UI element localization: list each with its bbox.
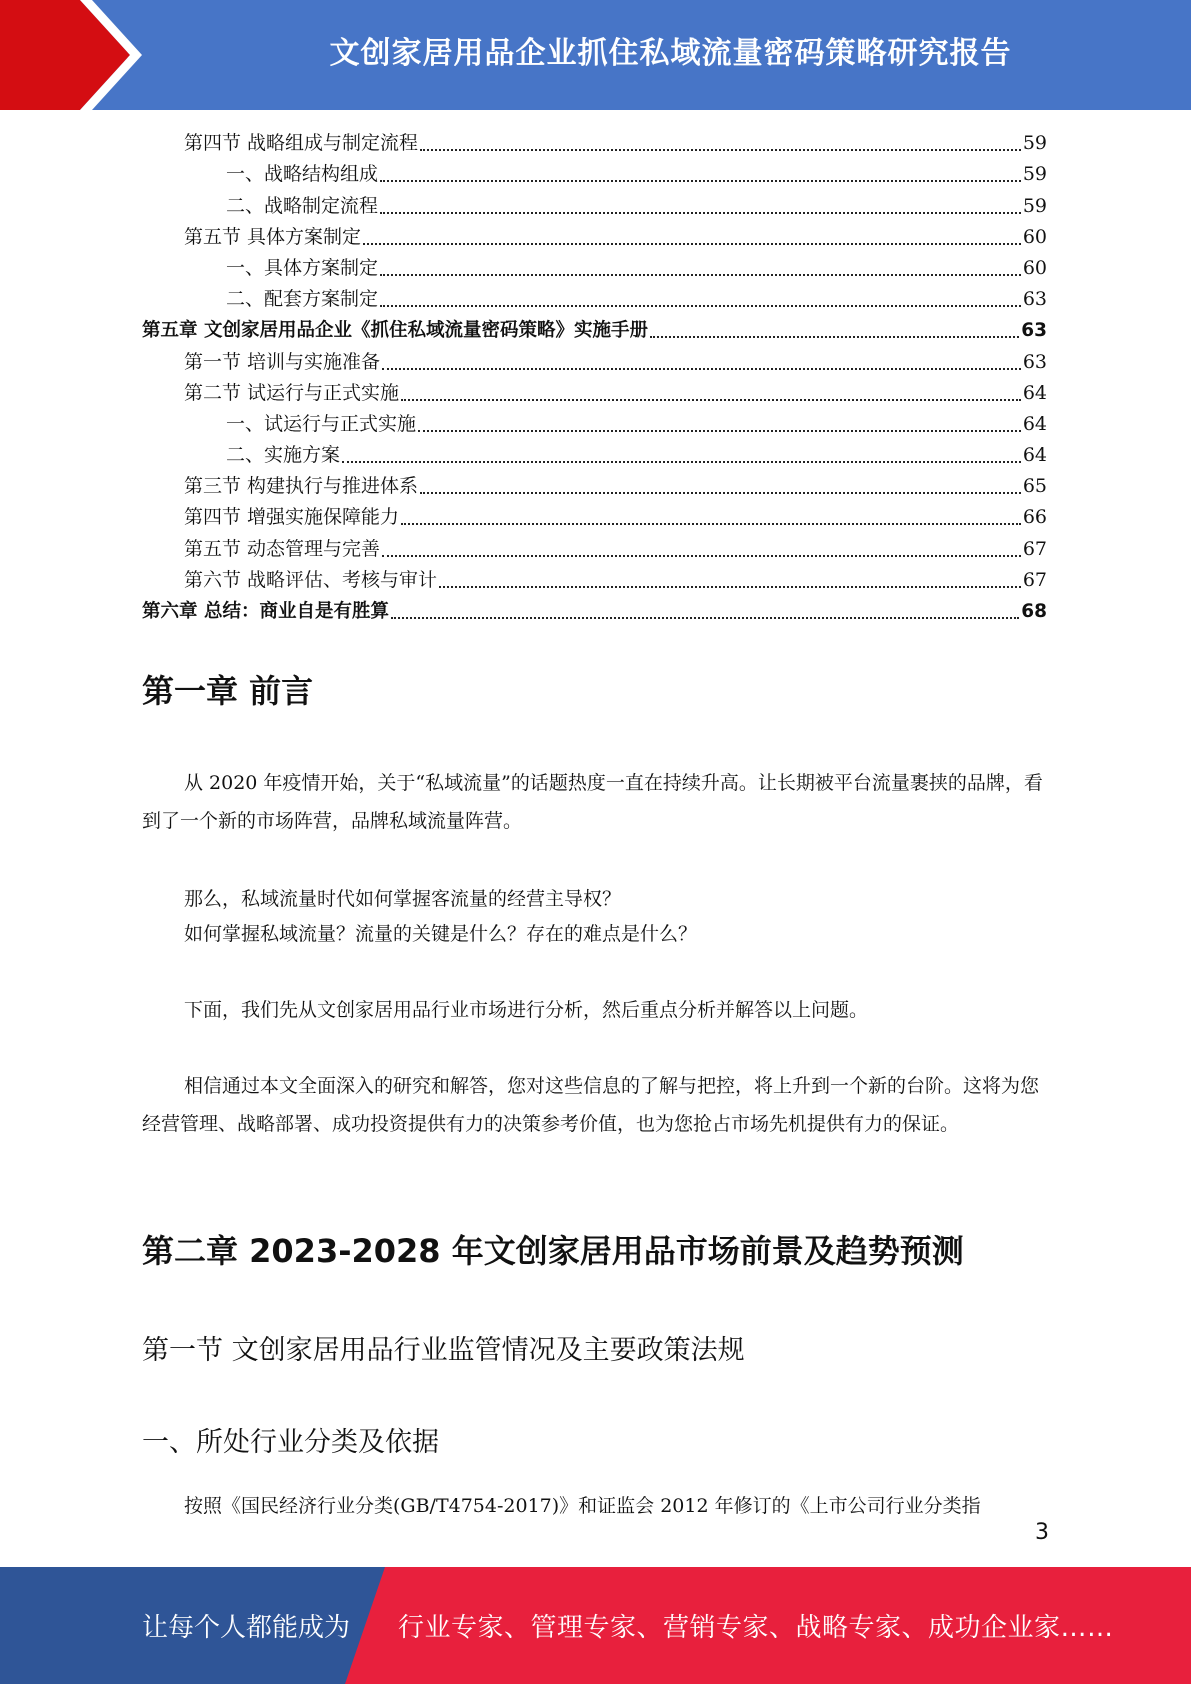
chapter-1-heading: 第一章 前言 [142, 672, 314, 710]
toc-dot-leader [418, 429, 1021, 432]
toc-entry-label: 第五章 文创家居用品企业《抓住私域流量密码策略》实施手册 [142, 320, 648, 342]
toc-entry-page: 64 [1022, 412, 1047, 435]
toc-entry[interactable] [142, 190, 1047, 221]
toc-dot-leader [342, 460, 1021, 463]
page-header [0, 0, 1191, 110]
toc-entry[interactable] [142, 565, 1047, 596]
toc-dot-leader [380, 211, 1021, 214]
toc-entry-page: 68 [1021, 601, 1047, 622]
toc-entry-page: 63 [1022, 288, 1047, 311]
toc-dot-leader [439, 585, 1021, 588]
toc-dot-leader [391, 616, 1019, 619]
page-number: 3 [1035, 1520, 1049, 1545]
header-red-arrow-decoration [0, 0, 160, 110]
toc-entry[interactable] [142, 471, 1047, 502]
toc-entry[interactable] [142, 346, 1047, 377]
toc-dot-leader [650, 335, 1019, 338]
toc-dot-leader [380, 179, 1021, 182]
paragraph: 那么，私域流量时代如何掌握客流量的经营主导权？ [184, 888, 622, 910]
toc-dot-leader [382, 554, 1021, 557]
paragraph: 相信通过本文全面深入的研究和解答，您对这些信息的了解与把控，将上升到一个新的台阶。这将为您经营管理、战略部署、成功投资提供有力的决策参考价值，也为您抢占市场先机提供有力的保证。 [142, 1075, 1040, 1135]
toc-entry[interactable] [142, 378, 1047, 409]
toc-entry-label: 第二节 试运行与正式实施 [184, 381, 400, 404]
toc-dot-leader [363, 242, 1021, 245]
toc-entry-page: 59 [1022, 194, 1047, 217]
toc-entry-page: 60 [1022, 225, 1047, 248]
paragraph: 下面，我们先从文创家居用品行业市场进行分析，然后重点分析并解答以上问题。 [184, 999, 869, 1021]
toc-entry-page: 67 [1022, 568, 1047, 591]
toc-entry[interactable] [142, 502, 1047, 533]
toc-entry-page: 63 [1022, 350, 1047, 373]
toc-dot-leader [380, 304, 1021, 307]
page-footer [0, 1567, 1191, 1684]
toc-entry-label: 第四节 增强实施保障能力 [184, 506, 400, 529]
toc-dot-leader [420, 148, 1021, 151]
toc-entry-page: 65 [1022, 475, 1047, 498]
toc-entry[interactable] [142, 253, 1047, 284]
toc-dot-leader [401, 398, 1021, 401]
footer-slogan-left: 让每个人都能成为 [142, 1613, 351, 1643]
toc-entry[interactable] [142, 315, 1047, 346]
toc-entry-label: 第六章 总结：商业自是有胜算 [142, 601, 389, 622]
footer-slogan-right: 行业专家、管理专家、营销专家、战略专家、成功企业家…… [398, 1613, 1114, 1643]
toc-entry[interactable] [142, 222, 1047, 253]
toc-entry-page: 59 [1022, 132, 1047, 155]
toc-entry-label: 一、战略结构组成 [226, 163, 379, 186]
toc-entry[interactable] [142, 159, 1047, 190]
table-of-contents [142, 128, 1047, 627]
toc-entry-label: 一、具体方案制定 [226, 256, 379, 279]
chapter-2-heading: 第二章 2023-2028 年文创家居用品市场前景及趋势预测 [142, 1232, 964, 1270]
toc-entry-page: 64 [1022, 381, 1047, 404]
toc-dot-leader [420, 491, 1021, 494]
toc-entry[interactable] [142, 409, 1047, 440]
toc-entry-label: 二、实施方案 [226, 444, 341, 467]
report-title: 文创家居用品企业抓住私域流量密码策略研究报告 [329, 36, 1012, 71]
toc-entry-page: 67 [1022, 537, 1047, 560]
toc-entry[interactable] [142, 440, 1047, 471]
toc-entry[interactable] [142, 284, 1047, 315]
toc-entry[interactable] [142, 533, 1047, 564]
paragraph: 按照《国民经济行业分类(GB/T4754-2017)》和证监会 2012 年修订的《上市公司行业分类指 [184, 1495, 981, 1517]
paragraph: 如何掌握私域流量？流量的关键是什么？存在的难点是什么？ [184, 923, 698, 945]
toc-entry-label: 第一节 培训与实施准备 [184, 350, 381, 373]
paragraph: 从 2020 年疫情开始，关于“私域流量”的话题热度一直在持续升高。让长期被平台流量裹挟的品牌，看到了一个新的市场阵营，品牌私域流量阵营。 [142, 772, 1043, 832]
toc-entry[interactable] [142, 128, 1047, 159]
toc-entry-label: 第五节 具体方案制定 [184, 225, 362, 248]
subsection-heading: 一、所处行业分类及依据 [142, 1427, 439, 1458]
section-heading: 第一节 文创家居用品行业监管情况及主要政策法规 [142, 1335, 745, 1366]
toc-entry-label: 第六节 战略评估、考核与审计 [184, 568, 438, 591]
toc-entry-label: 第四节 战略组成与制定流程 [184, 132, 419, 155]
toc-entry-page: 59 [1022, 163, 1047, 186]
toc-entry-label: 第五节 动态管理与完善 [184, 537, 381, 560]
toc-entry-page: 63 [1021, 320, 1047, 342]
toc-entry[interactable] [142, 596, 1047, 627]
toc-dot-leader [382, 367, 1021, 370]
toc-dot-leader [401, 522, 1021, 525]
toc-dot-leader [380, 273, 1021, 276]
toc-entry-page: 64 [1022, 444, 1047, 467]
toc-entry-label: 第三节 构建执行与推进体系 [184, 475, 419, 498]
toc-entry-page: 60 [1022, 256, 1047, 279]
toc-entry-label: 一、试运行与正式实施 [226, 412, 417, 435]
toc-entry-label: 二、配套方案制定 [226, 288, 379, 311]
toc-entry-page: 66 [1022, 506, 1047, 529]
toc-entry-label: 二、战略制定流程 [226, 194, 379, 217]
